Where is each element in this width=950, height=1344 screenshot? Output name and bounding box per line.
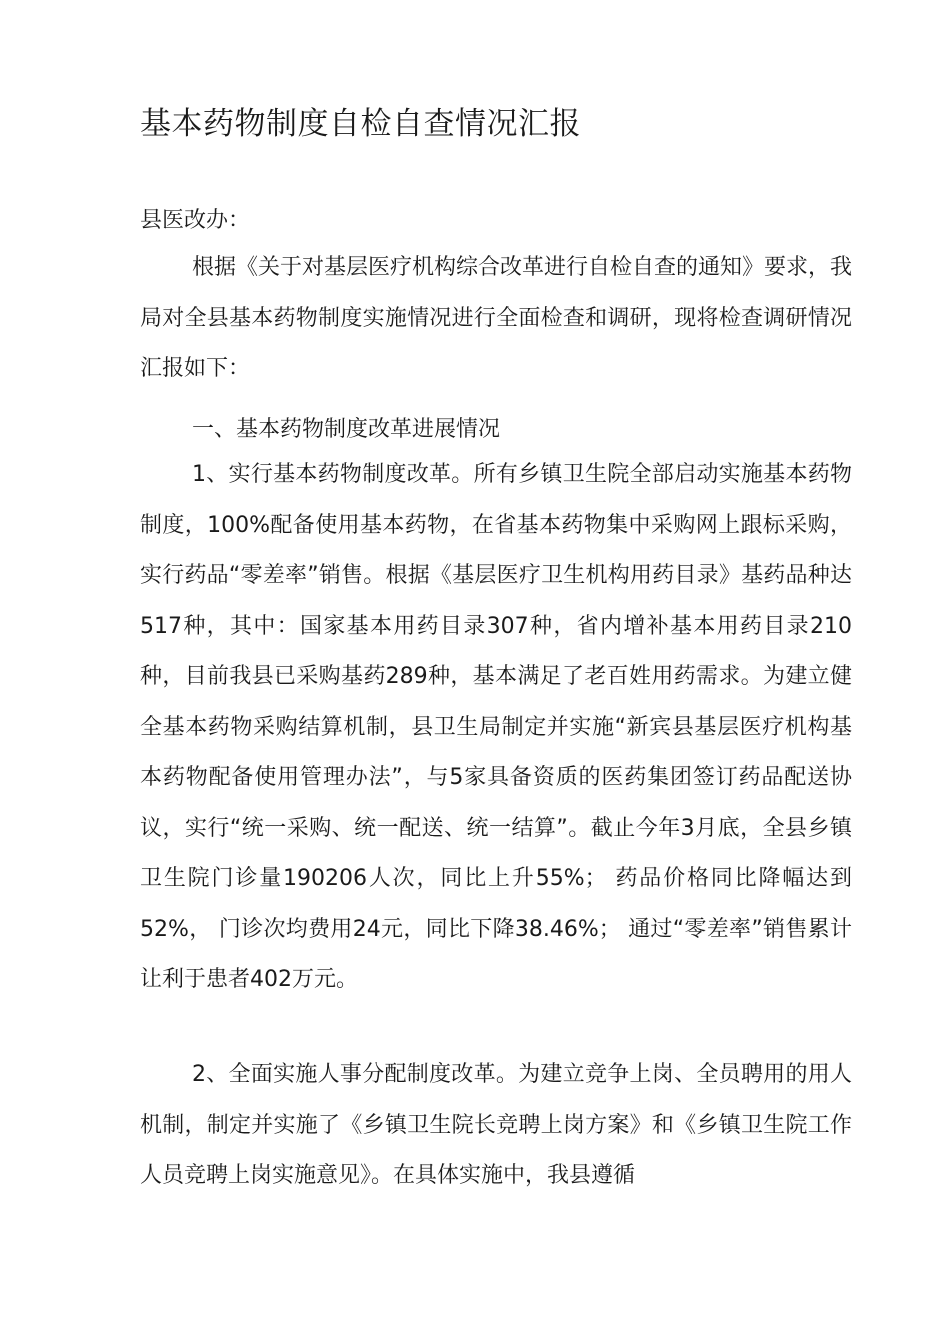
salutation: 县医改办： — [140, 208, 251, 233]
document-title: 基本药物制度自检自查情况汇报 — [140, 106, 581, 142]
body-paragraph-1: 1、实行基本药物制度改革。所有乡镇卫生院全部启动实施基本药物制度，100%配备使用基本药物，在省基本药物集中采购网上跟标采购，实行药品“零差率”销售。根据《基层医疗卫生机构用药目录》基药品种达517种，其中：国家基本用药目录307种，省内增补基本用药目录210种，目前我县已采购基药289种，基本满足了老百姓用药需求。为建立健全基本药物采购结算机制，县卫生局制定并实施“新宾县基层医疗机构基本药物配备使用管理办法”，与5家具备资质的医药集团签订药品配送协议，实行“统一采购、统一配送、统一结算”。截止今年3月底，全县乡镇卫生院门诊量190206人次，同比上升55%； 药品价格同比降幅达到52%， 门诊次均费用24元，同比下降38.46%； 通过“零差率”销售累计让利于患者402万元。 — [140, 462, 852, 992]
body-paragraph-2: 2、全面实施人事分配制度改革。为建立竞争上岗、全员聘用的用人机制，制定并实施了《乡镇卫生院长竞聘上岗方案》和《乡镇卫生院工作人员竞聘上岗实施意见》。在具体实施中，我县遵循 — [140, 1062, 852, 1188]
section-heading: 一、基本药物制度改革进展情况 — [192, 417, 501, 442]
intro-paragraph: 根据《关于对基层医疗机构综合改革进行自检自查的通知》要求，我局对全县基本药物制度实施情况进行全面检查和调研，现将检查调研情况汇报如下： — [140, 255, 853, 381]
